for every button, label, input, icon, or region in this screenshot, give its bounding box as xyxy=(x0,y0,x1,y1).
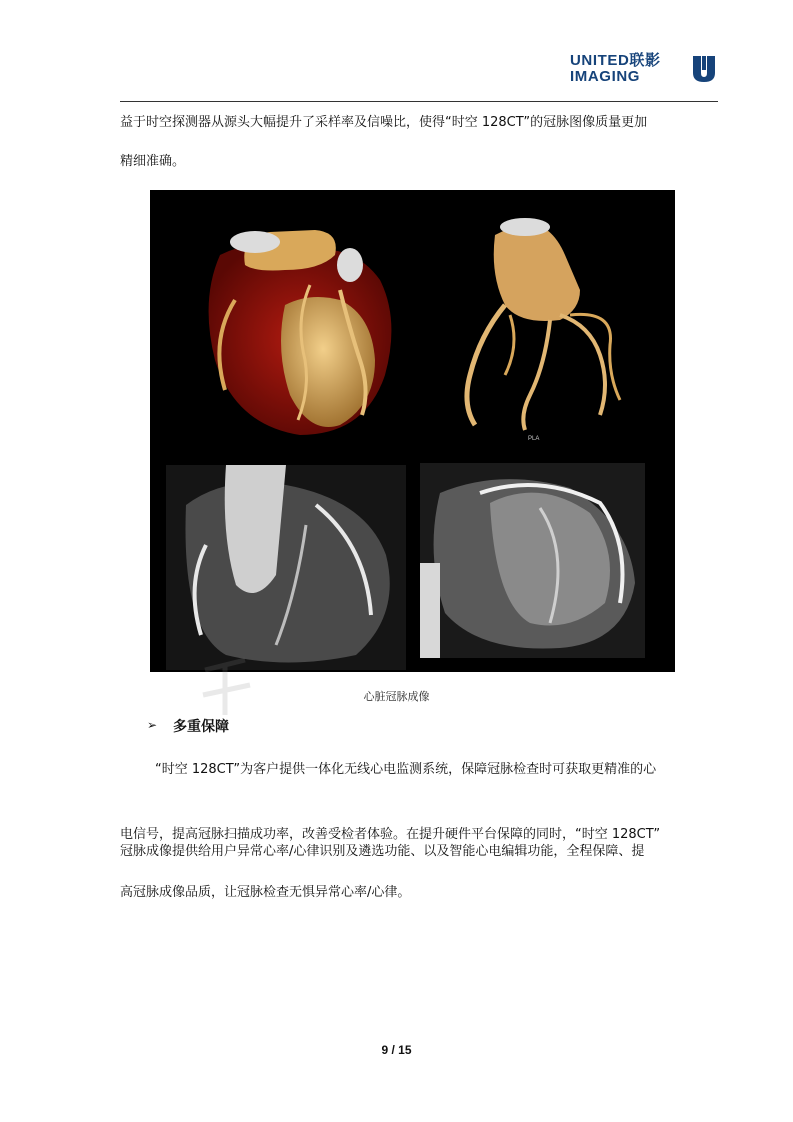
body-line-1: “时空 128CT”为客户提供一体化无线心电监测系统，保障冠脉检查时可获取更精准的心 xyxy=(155,762,657,777)
intro-line-2: 精细准确。 xyxy=(120,154,186,169)
logo-wordmark xyxy=(570,53,661,85)
section-title: 多重保障 xyxy=(173,719,229,735)
logo-mark-icon xyxy=(692,55,716,83)
panel-label: PLA xyxy=(528,436,540,440)
body-line-4: 高冠脉成像品质，让冠脉检查无惧异常心率/心律。 xyxy=(120,885,411,900)
intro-line-1: 益于时空探测器从源头大幅提升了采样率及信噪比，使得“时空 128CT”的冠脉图像质量更加 xyxy=(120,115,648,130)
body-line-3: 冠脉成像提供给用户异常心率/心律识别及遴选功能、以及智能心电编辑功能，全程保障、提 xyxy=(120,844,645,859)
watermark-glyph xyxy=(195,650,255,720)
figure-caption: 心脏冠脉成像 xyxy=(363,690,430,703)
header-divider xyxy=(120,101,718,102)
logo-line-1: UNITED联影 xyxy=(570,52,661,69)
section-bullet-icon: ➢ xyxy=(147,718,158,732)
body-line-2: 电信号，提高冠脉扫描成功率，改善受检者体验。在提升硬件平台保障的同时，“时空 128CT” xyxy=(120,827,661,842)
coronary-imaging-figure xyxy=(150,190,675,672)
cpr-image-right xyxy=(420,463,645,658)
page-number: 9 / 15 xyxy=(381,1043,412,1057)
coronary-tree-render xyxy=(450,215,625,440)
united-imaging-logo xyxy=(570,53,720,89)
heart-volume-render xyxy=(190,210,400,445)
cpr-image-left xyxy=(166,465,406,670)
logo-line-2: IMAGING xyxy=(570,68,641,85)
